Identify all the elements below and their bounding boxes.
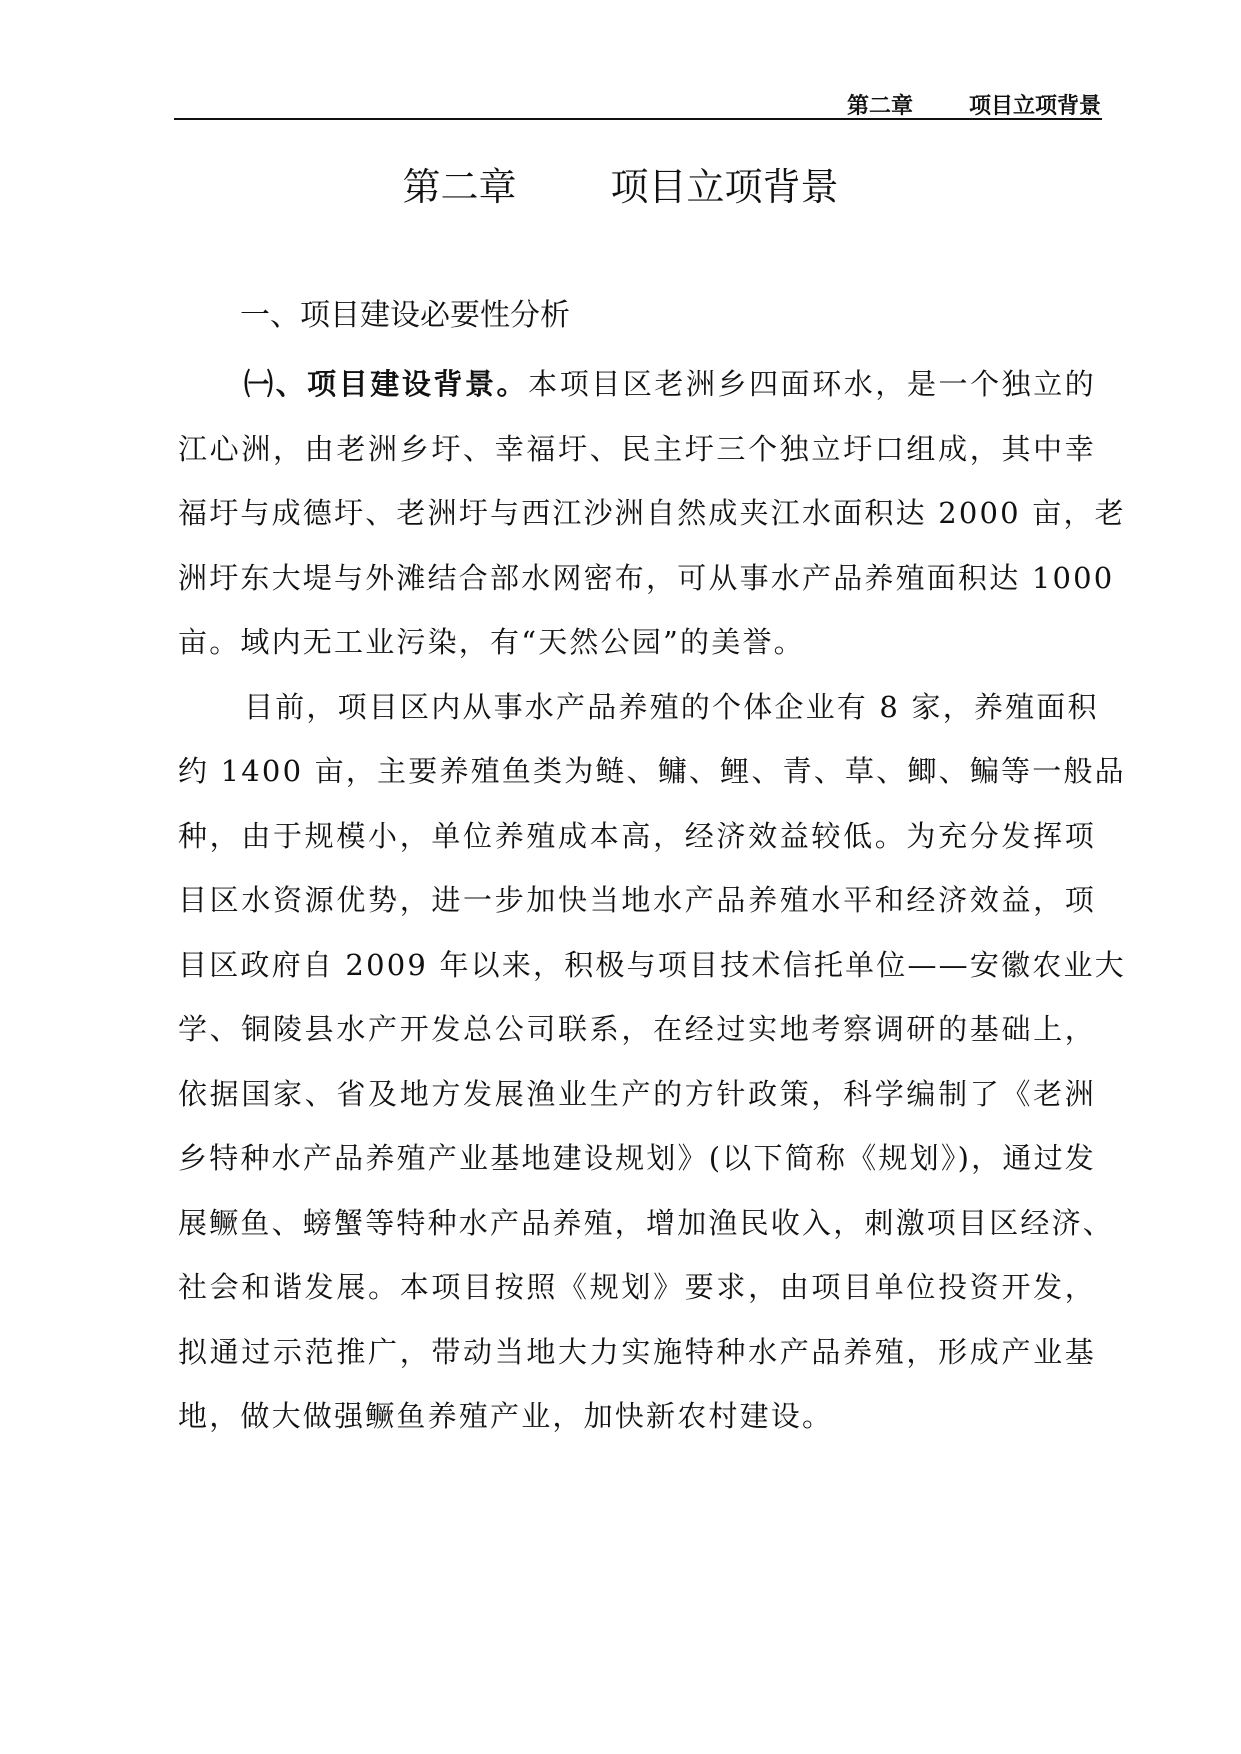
header-title: 项目立项背景 [968, 94, 1101, 119]
section-heading: 一、项目建设必要性分析 [240, 298, 570, 333]
paragraph-line: 拟通过示范推广，带动当地大力实施特种水产品养殖，形成产业基 [178, 1334, 1096, 1369]
chapter-title [0, 156, 1241, 211]
paragraph-line: 目区水资源优势，进一步加快当地水产品养殖水平和经济效益，项 [178, 883, 1096, 917]
paragraph-line: 洲圩东大堤与外滩结合部水网密布，可从事水产品养殖面积达 1000 [178, 560, 1115, 595]
paragraph-line: 亩。域内无工业污染，有“天然公园”的美誉。 [178, 625, 805, 659]
body-text [178, 352, 1126, 1449]
header-rule [174, 118, 1102, 120]
running-header [847, 84, 1101, 120]
paragraph-line: 依据国家、省及地方发展渔业生产的方针政策，科学编制了《老洲 [178, 1076, 1096, 1111]
header-chapter: 第二章 [846, 94, 913, 119]
paragraph-line: 展鳜鱼、螃蟹等特种水产品养殖，增加渔民收入，刺激项目区经济、 [178, 1205, 1115, 1240]
paragraph-line: 约 1400 亩，主要养殖鱼类为鲢、鳙、鲤、青、草、鲫、鳊等一般品 [178, 754, 1126, 788]
chapter-name: 项目立项背景 [610, 165, 839, 209]
paragraph-text: 本项目区老洲乡四面环水，是一个独立的 [528, 367, 1096, 401]
paragraph-line: 地，做大做强鳜鱼养殖产业，加快新农村建设。 [178, 1399, 834, 1433]
paragraph-line: 乡特种水产品养殖产业基地建设规划》(以下简称《规划》)，通过发 [178, 1141, 1096, 1175]
paragraph-line: 学、铜陵县水产开发总公司联系，在经过实地考察调研的基础上， [178, 1012, 1096, 1046]
paragraph-line [178, 352, 1096, 417]
paragraph-lead: ㈠、项目建设背景。 [244, 367, 529, 401]
paragraph-line: 福圩与成德圩、老洲圩与西江沙洲自然成夹江水面积达 2000 亩，老 [178, 496, 1126, 530]
paragraph-line: 江心洲，由老洲乡圩、幸福圩、民主圩三个独立圩口组成，其中幸 [178, 431, 1096, 466]
paragraph-line: 种，由于规模小，单位养殖成本高，经济效益较低。为充分发挥项 [178, 818, 1096, 853]
chapter-number: 第二章 [402, 165, 517, 209]
paragraph-line: 目前，项目区内从事水产品养殖的个体企业有 8 家，养殖面积 [244, 689, 1099, 724]
paragraph-line: 社会和谐发展。本项目按照《规划》要求，由项目单位投资开发， [178, 1270, 1096, 1304]
paragraph-line: 目区政府自 2009 年以来，积极与项目技术信托单位——安徽农业大 [178, 947, 1126, 982]
